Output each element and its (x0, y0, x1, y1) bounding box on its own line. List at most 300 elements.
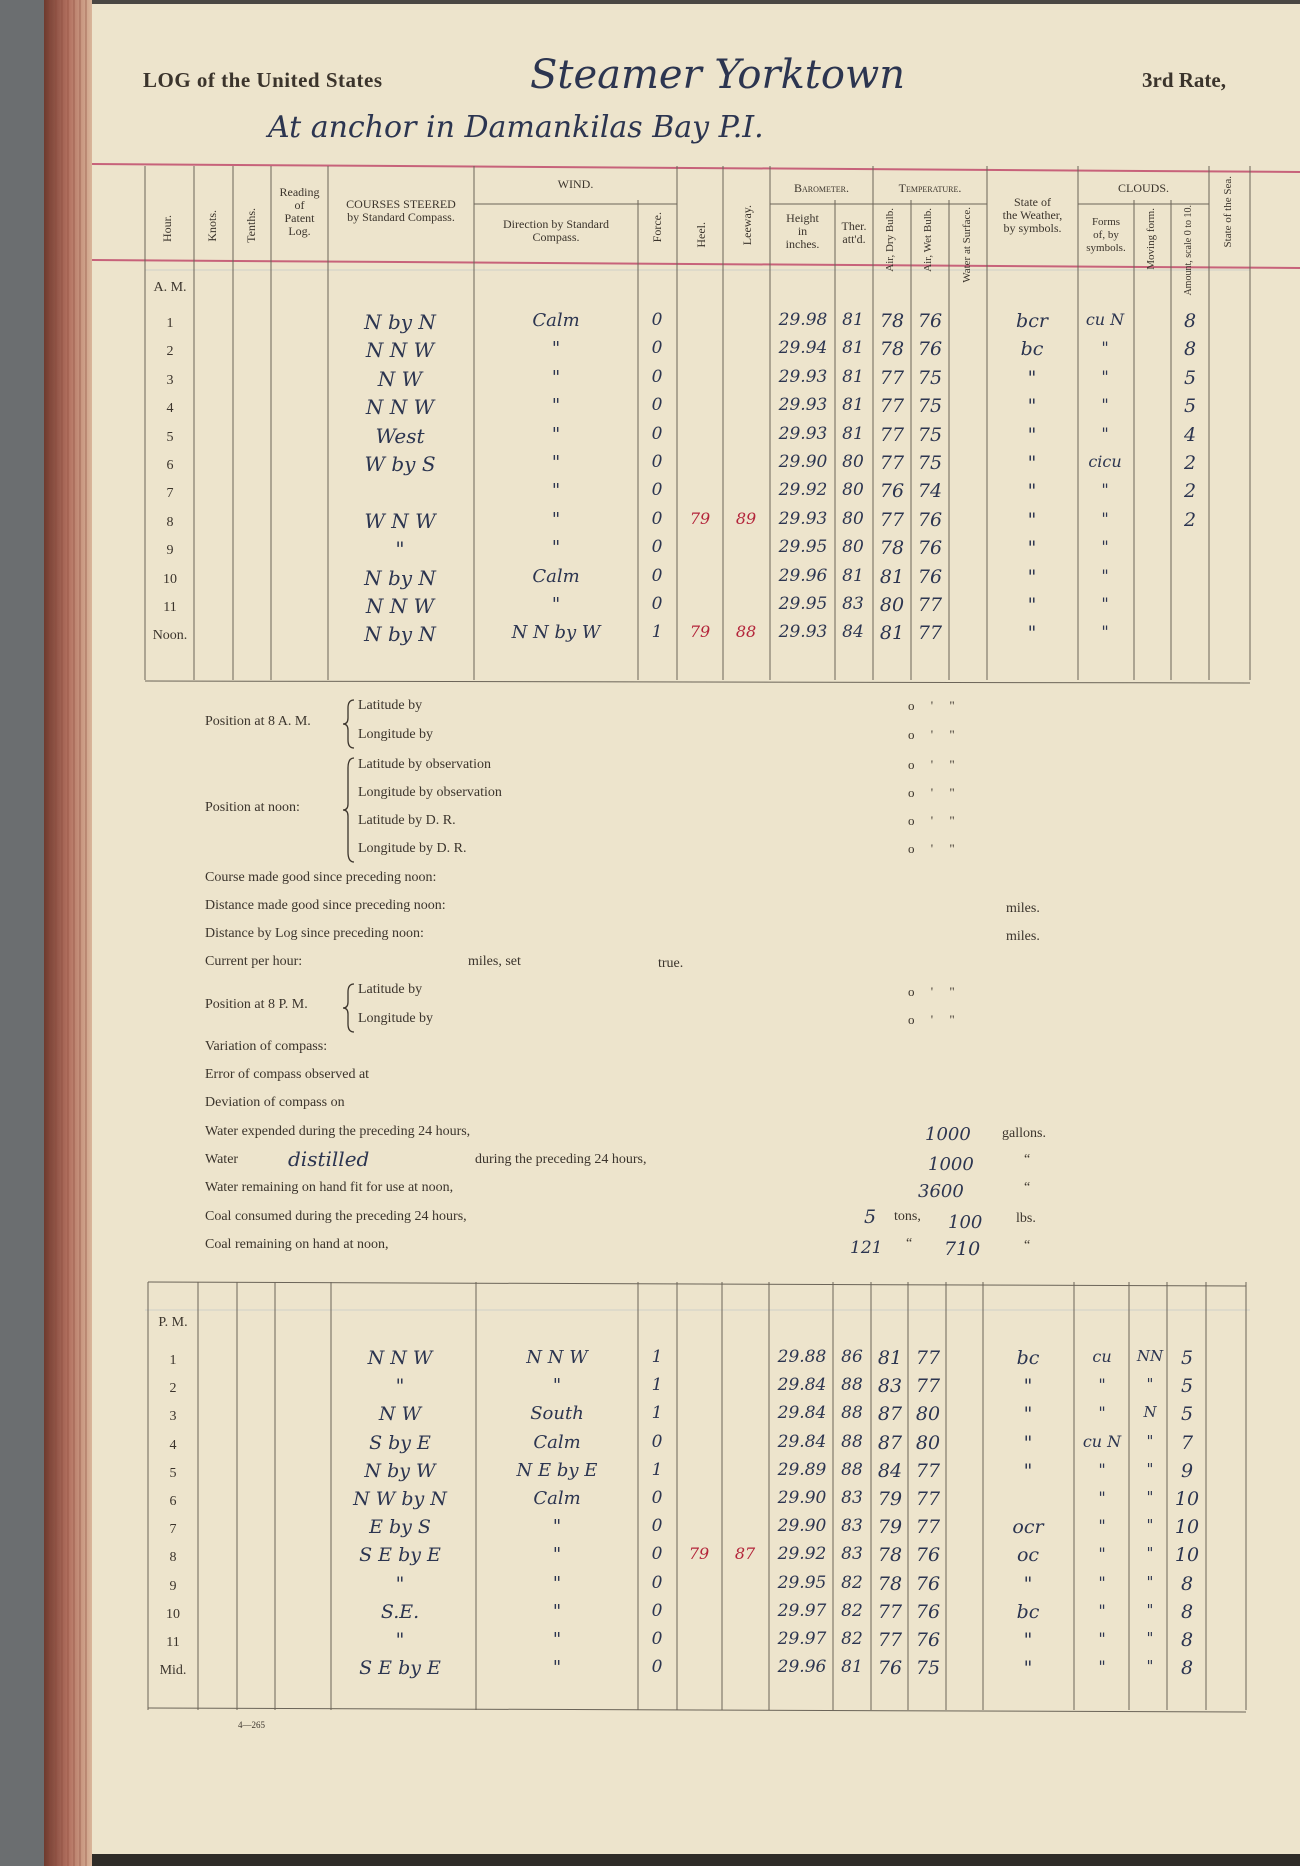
cell-ther: 83 (842, 594, 864, 614)
cell-wet: 77 (915, 1375, 941, 1398)
cell-amount: 8 (1180, 1600, 1194, 1623)
cell-force: 0 (651, 508, 663, 529)
row-hour: 11 (163, 600, 177, 615)
cell-weather: " (1023, 1657, 1033, 1680)
cell-wind: " (551, 480, 561, 502)
cell-course: W by S (364, 452, 436, 476)
cell-baro: 29.93 (778, 622, 828, 643)
cell-course: S E by E (359, 1544, 441, 1567)
cell-course: N N W (365, 338, 435, 363)
header-courses (328, 198, 474, 224)
cell-wind: " (551, 366, 561, 388)
cell-wet: 77 (915, 1459, 941, 1482)
cell-forms: " (1101, 338, 1109, 358)
cell-dry: 76 (877, 1657, 903, 1680)
cell-course: N N W (365, 594, 435, 618)
cell-wind: Calm (532, 310, 580, 331)
cell-course: N by N (364, 310, 436, 334)
deviation-of-compass: Deviation of compass on (205, 1095, 345, 1110)
cell-wind: " (551, 452, 561, 473)
header-knots: Knots. (205, 210, 219, 242)
row-hour: 1 (166, 316, 174, 331)
coal-consumed-tons: 5 (864, 1206, 877, 1228)
cell-forms: " (1098, 1375, 1106, 1395)
cell-course: West (375, 423, 425, 448)
cell-amount: 4 (1183, 423, 1197, 446)
cell-force: 0 (651, 1657, 663, 1678)
row-hour: 6 (169, 1494, 177, 1509)
cell-force: 0 (651, 565, 663, 586)
cell-weather: " (1027, 508, 1037, 531)
cell-ther: 81 (842, 423, 864, 444)
cell-course: N W by N (353, 1488, 447, 1510)
anchorage-location: At anchor in Damankilas Bay P.I. (268, 110, 764, 145)
cell-dry: 81 (877, 1347, 903, 1369)
cell-force: 0 (651, 537, 663, 558)
cell-force: 0 (651, 1431, 663, 1452)
cell-amount: 10 (1174, 1488, 1200, 1510)
cell-wind: " (551, 594, 561, 615)
cell-wind: " (551, 508, 561, 530)
degree-marks: o ' " (908, 727, 955, 742)
cell-force: 1 (651, 1347, 663, 1367)
cell-wet: 80 (915, 1403, 941, 1426)
cell-weather: " (1023, 1431, 1033, 1454)
row-hour: 3 (166, 372, 174, 388)
cell-wind: " (551, 423, 561, 445)
header-temperature: Temperature. (898, 181, 962, 195)
header-weather-line: by symbols. (1003, 221, 1062, 235)
cell-dry: 79 (877, 1488, 903, 1510)
cell-baro: 29.93 (778, 508, 828, 529)
cell-wind: " (551, 338, 561, 360)
cell-dry: 77 (879, 366, 905, 389)
cell-wind: Calm (532, 565, 580, 587)
cell-dry: 81 (879, 622, 905, 645)
cell-weather: " (1023, 1459, 1033, 1482)
distance-by-log-label: Distance by Log since preceding noon: (205, 926, 424, 941)
water-distilled-value: 1000 (928, 1154, 974, 1175)
cell-course: N by N (364, 622, 436, 647)
water-expended-label: Water expended during the preceding 24 hours, (205, 1124, 471, 1139)
cell-baro: 29.96 (778, 565, 828, 586)
cell-wet: 76 (917, 537, 943, 560)
cell-forms: " (1098, 1459, 1106, 1479)
cell-wind: " (551, 395, 561, 417)
cell-weather: " (1023, 1572, 1033, 1595)
cell-wind: " (551, 537, 561, 559)
cell-baro: 29.90 (777, 1488, 827, 1508)
cell-forms: " (1101, 594, 1109, 613)
cell-wet: 75 (917, 366, 943, 389)
distance-by-log-miles: miles. (1006, 929, 1040, 944)
header-amount: Amount, scale 0 to 10. (1183, 205, 1194, 296)
cell-ther: 80 (842, 480, 864, 501)
header-moving: Moving form. (1145, 208, 1157, 270)
header-courses-line: COURSES STEERED (346, 197, 456, 211)
cell-ther: 81 (842, 565, 864, 586)
row-hour: 10 (166, 1606, 180, 1622)
cell-wet: 77 (917, 622, 943, 645)
cell-dry: 80 (879, 594, 905, 616)
cell-wet: 76 (915, 1629, 941, 1651)
row-hour: 2 (166, 344, 174, 360)
row-hour: 8 (169, 1550, 177, 1566)
cell-dry: 77 (879, 508, 905, 531)
coal-remaining-label: Coal remaining on hand at noon, (205, 1237, 389, 1252)
header-forms-line: symbols. (1086, 242, 1126, 254)
cell-weather: bc (1016, 1600, 1040, 1623)
cell-force: 0 (651, 1629, 663, 1649)
header-wind-direction (474, 218, 638, 244)
header-ther-line: att'd. (842, 232, 866, 246)
cell-course: S by E (369, 1431, 431, 1454)
header-wind: WIND. (557, 177, 594, 191)
water-label: Water (205, 1152, 239, 1167)
cell-amount: 8 (1183, 310, 1197, 332)
row-hour: 5 (166, 429, 174, 445)
cell-amount: 5 (1180, 1375, 1194, 1398)
cell-amount: 8 (1180, 1629, 1194, 1651)
cell-wet: 74 (917, 480, 943, 503)
water-gallons: gallons. (1002, 1126, 1046, 1141)
cell-ther: 83 (841, 1488, 863, 1508)
cell-amount: 10 (1174, 1544, 1200, 1567)
header-patent-log-line: Reading (279, 185, 320, 199)
cell-baro: 29.92 (777, 1544, 827, 1565)
cell-weather: " (1023, 1403, 1033, 1426)
cell-wind: " (552, 1544, 562, 1566)
cell-wind: N E by E (516, 1459, 598, 1481)
header-height (770, 212, 835, 251)
header-water-surface: Water at Surface. (961, 207, 973, 283)
header-air-wet: Air, Wet Bulb. (922, 208, 934, 272)
cell-moving: " (1146, 1488, 1154, 1506)
cell-dry: 83 (877, 1375, 903, 1398)
cell-baro: 29.95 (777, 1572, 827, 1593)
cell-baro: 29.97 (777, 1600, 827, 1621)
cell-ther: 80 (842, 537, 864, 558)
cell-amount: 5 (1183, 395, 1197, 418)
cell-force: 0 (651, 310, 663, 330)
cell-course: N W (377, 366, 423, 391)
cell-dry: 81 (879, 565, 905, 588)
cell-amount: 8 (1180, 1572, 1194, 1595)
row-hour: 3 (169, 1409, 177, 1425)
distance-made-good-label: Distance made good since preceding noon: (205, 898, 446, 913)
cell-baro: 29.97 (777, 1629, 827, 1649)
cell-force: 0 (651, 1488, 663, 1508)
cell-amount: 8 (1183, 338, 1197, 361)
cell-amount: 2 (1183, 508, 1197, 531)
water-expended-value: 1000 (925, 1124, 971, 1145)
cell-weather: " (1027, 537, 1037, 560)
cell-forms: " (1101, 395, 1109, 415)
row-hour: 11 (166, 1635, 180, 1650)
cell-dry: 78 (879, 310, 905, 332)
cell-forms: " (1098, 1516, 1106, 1536)
cell-forms: " (1098, 1488, 1106, 1507)
cell-baro: 29.95 (778, 537, 828, 558)
cell-force: 1 (651, 1403, 663, 1424)
coal-tons-label: tons, (894, 1209, 921, 1224)
cell-ther: 82 (841, 1572, 863, 1593)
cell-force: 1 (651, 622, 663, 643)
cell-ther: 81 (842, 366, 864, 387)
cell-amount: 2 (1183, 452, 1197, 474)
distance-made-good-miles: miles. (1006, 901, 1040, 916)
cell-wind: " (552, 1600, 562, 1622)
cell-baro: 29.90 (778, 452, 828, 472)
cell-amount: 5 (1180, 1403, 1194, 1426)
header-barometer: Barometer. (793, 181, 849, 195)
header-sea: State of the Sea. (1222, 176, 1234, 248)
cell-baro: 29.88 (777, 1347, 827, 1367)
cell-baro: 29.84 (777, 1431, 827, 1452)
cell-wet: 76 (915, 1600, 941, 1623)
coal-remaining-tons: 121 (850, 1238, 883, 1258)
cell-wet: 76 (917, 310, 943, 332)
cell-wind: " (552, 1572, 562, 1594)
cell-dry: 77 (879, 423, 905, 446)
degree-marks: o ' " (908, 785, 955, 800)
cell-wet: 75 (917, 423, 943, 446)
cell-weather: " (1027, 452, 1037, 474)
cell-wind: Calm (533, 1488, 581, 1509)
cell-baro: 29.98 (778, 310, 828, 330)
header-clouds: CLOUDS. (1117, 181, 1169, 195)
cell-leeway: 89 (735, 508, 757, 528)
current-true: true. (658, 956, 684, 971)
degree-marks: o ' " (908, 984, 955, 999)
cell-force: 1 (651, 1459, 663, 1480)
cell-weather: " (1023, 1629, 1033, 1651)
position-noon-label: Position at noon: (205, 800, 300, 815)
cell-force: 0 (651, 1516, 663, 1537)
cell-ther: 81 (842, 338, 864, 359)
course-made-good-label: Course made good since preceding noon: (205, 870, 437, 885)
cell-dry: 87 (877, 1431, 903, 1454)
cell-leeway: 88 (735, 622, 757, 642)
cell-force: 0 (651, 338, 663, 359)
cell-weather: " (1027, 622, 1037, 645)
cell-weather: " (1023, 1375, 1033, 1398)
header-height-line: inches. (785, 237, 820, 251)
row-hour: 7 (169, 1522, 177, 1538)
cell-heel: 79 (689, 622, 711, 642)
degree-marks: o ' " (908, 698, 955, 713)
cell-ther: 84 (842, 622, 864, 643)
cell-amount: 5 (1183, 366, 1197, 389)
cell-wet: 75 (915, 1657, 941, 1680)
header-weather-line: the Weather, (1002, 208, 1063, 222)
error-of-compass: Error of compass observed at (205, 1067, 370, 1082)
cell-ther: 80 (842, 452, 864, 472)
cell-baro: 29.95 (778, 594, 828, 614)
position-8am-lat: Latitude by (358, 698, 423, 713)
header-courses-line: by Standard Compass. (347, 210, 455, 224)
cell-baro: 29.93 (778, 423, 828, 444)
position-8am-long: Longitude by (358, 727, 434, 742)
header-ther (835, 220, 873, 246)
cell-course: N W (378, 1403, 422, 1426)
cell-ther: 83 (841, 1516, 863, 1537)
water-remaining-label: Water remaining on hand fit for use at noon, (205, 1180, 454, 1195)
water-remaining-value: 3600 (918, 1181, 964, 1202)
cell-forms: " (1101, 366, 1109, 386)
header-weather (987, 196, 1078, 235)
cell-moving: " (1146, 1544, 1154, 1563)
cell-weather: " (1027, 366, 1037, 389)
cell-force: 0 (651, 1544, 663, 1565)
current-per-hour-label: Current per hour: (205, 954, 303, 969)
coal-consumed-label: Coal consumed during the preceding 24 hours, (205, 1209, 467, 1224)
cell-wet: 77 (915, 1347, 941, 1369)
cell-baro: 29.84 (777, 1403, 827, 1424)
row-hour: 1 (169, 1353, 177, 1368)
cell-weather: oc (1016, 1544, 1040, 1567)
header-air-dry: Air, Dry Bulb. (884, 208, 896, 272)
cell-force: 0 (651, 594, 663, 614)
cell-course: N N W (367, 1347, 433, 1369)
water-during-label: during the preceding 24 hours, (475, 1152, 647, 1167)
log-title: LOG of the United States (143, 68, 383, 92)
cell-ther: 81 (842, 310, 864, 330)
cell-moving: " (1146, 1375, 1154, 1394)
position-noon-lat-obs: Latitude by observation (358, 757, 491, 772)
row-hour: 6 (166, 458, 174, 473)
header-wind-direction-line: Direction by Standard (503, 217, 609, 231)
cell-forms: " (1101, 565, 1109, 585)
cell-moving: " (1146, 1516, 1154, 1535)
cell-baro: 29.93 (778, 395, 828, 416)
cell-wind: N N by W (511, 622, 601, 644)
header-leeway: Leeway. (740, 205, 754, 246)
cell-forms: cu N (1085, 310, 1125, 329)
ditto-mark: “ (906, 1236, 913, 1251)
cell-forms: cicu (1088, 452, 1122, 471)
cell-heel: 79 (688, 1544, 710, 1564)
position-8am-label: Position at 8 A. M. (205, 714, 311, 729)
cell-baro: 29.93 (778, 366, 828, 387)
cell-wet: 75 (917, 395, 943, 418)
cell-wet: 80 (915, 1431, 941, 1454)
cell-forms: cu N (1082, 1431, 1122, 1451)
cell-leeway: 87 (734, 1544, 756, 1564)
cell-course: S E by E (359, 1657, 441, 1680)
cell-wind: " (552, 1629, 562, 1650)
header-weather-line: State of (1014, 195, 1051, 209)
cell-force: 0 (651, 1600, 663, 1621)
header-forms-line: Forms (1091, 216, 1121, 228)
cell-weather: " (1027, 480, 1037, 503)
cell-course: N by W (364, 1459, 436, 1482)
row-hour: 9 (166, 543, 174, 559)
row-hour: 2 (169, 1381, 177, 1397)
cell-wet: 77 (915, 1516, 941, 1539)
cell-amount: 8 (1180, 1657, 1194, 1680)
cell-wind: N N W (526, 1347, 588, 1368)
cell-weather: " (1027, 594, 1037, 616)
position-noon-lat-dr: Latitude by D. R. (358, 813, 456, 828)
cell-ther: 82 (841, 1600, 863, 1621)
cell-course: N by N (364, 565, 436, 590)
cell-wet: 77 (917, 594, 943, 616)
cell-forms: " (1098, 1572, 1106, 1592)
cell-baro: 29.94 (778, 338, 828, 359)
header-patent-log-line: of (294, 198, 305, 212)
cell-ther: 88 (841, 1403, 863, 1424)
cell-ther: 82 (841, 1629, 863, 1649)
cell-forms: " (1098, 1629, 1106, 1648)
degree-marks: o ' " (908, 813, 955, 828)
cell-moving: " (1146, 1459, 1154, 1478)
cell-forms: " (1101, 423, 1109, 443)
cell-wind: Calm (533, 1431, 581, 1453)
cell-baro: 29.90 (777, 1516, 827, 1537)
header-ther-line: Ther. (841, 219, 867, 233)
cell-wet: 77 (915, 1488, 941, 1510)
cell-weather: " (1027, 395, 1037, 418)
header-forms (1078, 216, 1134, 255)
cell-wind: " (552, 1516, 562, 1538)
row-hour: 4 (169, 1437, 177, 1453)
form-number: 4—265 (238, 1720, 265, 1730)
cell-dry: 77 (877, 1629, 903, 1651)
cell-weather: bcr (1016, 310, 1048, 332)
cell-ther: 88 (841, 1431, 863, 1452)
cell-ther: 81 (841, 1657, 863, 1678)
cell-ther: 83 (841, 1544, 863, 1565)
cell-weather: ocr (1012, 1516, 1044, 1539)
degree-marks: o ' " (908, 757, 955, 772)
cell-moving: N (1143, 1403, 1157, 1422)
cell-dry: 77 (877, 1600, 903, 1623)
cell-weather: " (1027, 423, 1037, 446)
header-wind-direction-line: Compass. (532, 230, 580, 244)
header-height-line: in (797, 224, 808, 238)
cell-course: W N W (364, 508, 436, 533)
coal-lbs-label: lbs. (1016, 1211, 1036, 1226)
cell-baro: 29.96 (777, 1657, 827, 1678)
cell-forms: " (1101, 537, 1109, 557)
cell-wind: " (552, 1657, 562, 1679)
cell-dry: 76 (879, 480, 905, 503)
row-hour: Noon. (152, 628, 188, 644)
water-distilled: distilled (288, 1147, 370, 1171)
degree-marks: o ' " (908, 841, 955, 856)
cell-moving: " (1146, 1431, 1154, 1450)
header-heel: Heel. (694, 222, 708, 248)
cell-force: 0 (651, 452, 663, 472)
header-patent-log-line: Patent (284, 211, 315, 225)
ditto-mark: “ (1024, 1238, 1031, 1253)
cell-wet: 76 (915, 1572, 941, 1595)
position-8pm-label: Position at 8 P. M. (205, 997, 308, 1012)
cell-forms: " (1101, 508, 1109, 528)
cell-baro: 29.89 (777, 1459, 827, 1480)
cell-forms: " (1098, 1544, 1106, 1564)
cell-dry: 78 (877, 1544, 903, 1567)
cell-force: 1 (651, 1375, 663, 1396)
cell-course: " (395, 537, 405, 562)
ditto-mark: “ (1024, 1180, 1031, 1195)
cell-moving: " (1146, 1657, 1154, 1676)
row-hour: 5 (169, 1465, 177, 1481)
cell-wet: 76 (915, 1544, 941, 1567)
cell-dry: 77 (879, 395, 905, 418)
coal-consumed-lbs: 100 (948, 1212, 983, 1233)
